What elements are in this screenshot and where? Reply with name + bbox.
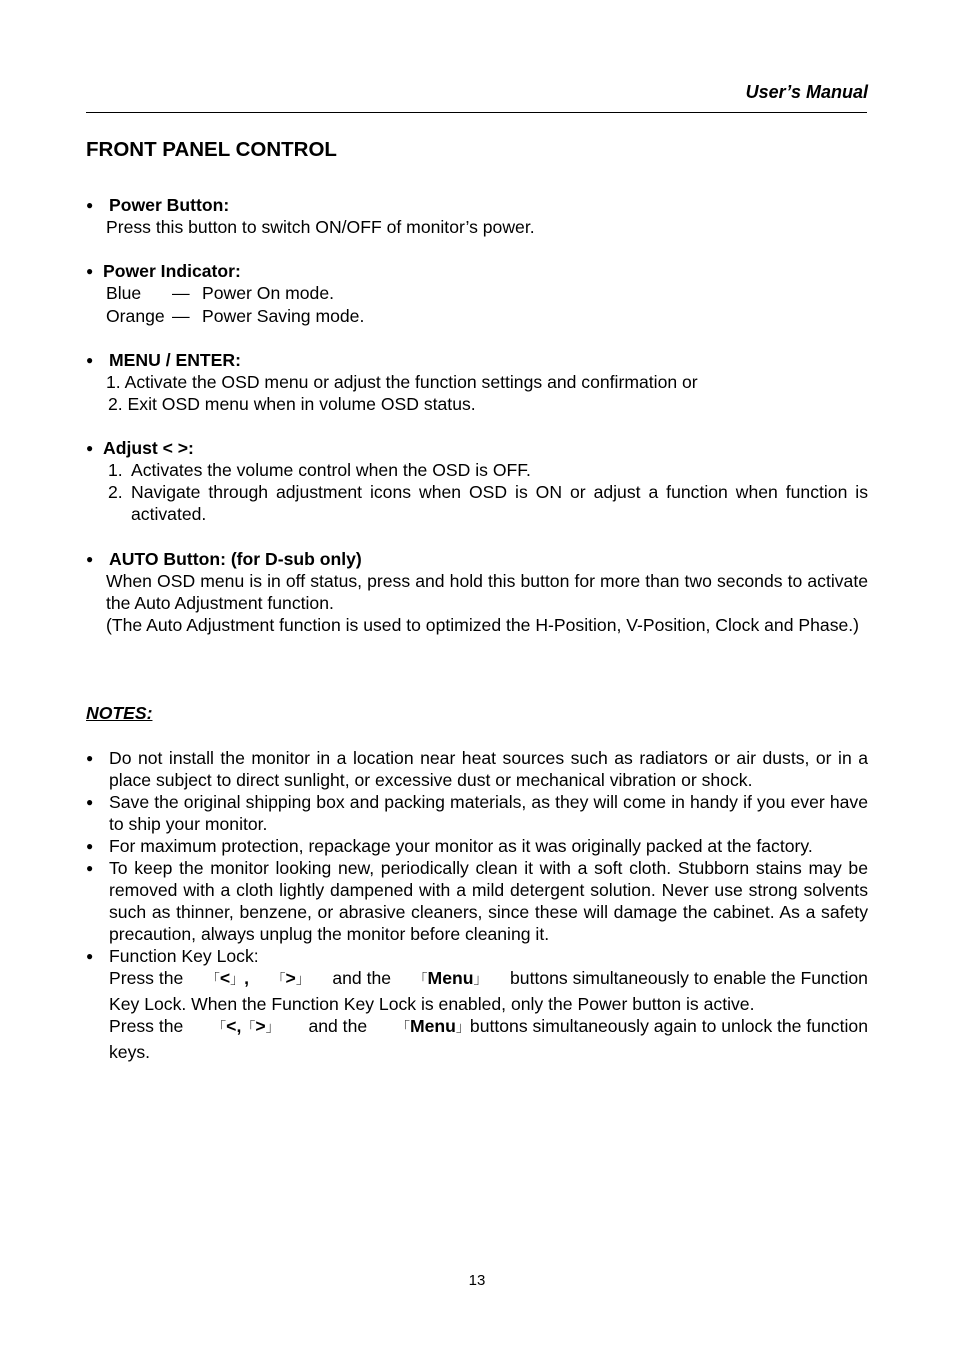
menu-key-label: Menu — [409, 1016, 456, 1036]
section-label: MENU / ENTER: — [109, 350, 241, 370]
adjust-item: 1. Activates the volume control when the OSD is OFF. — [108, 460, 531, 480]
bullet-icon: ● — [86, 751, 94, 765]
note-item: ● To keep the monitor looking new, periodically clean it with a soft cloth. Stubborn stains may be removed with a cloth lightly dampened with a mild detergent solution. Never use strong solvents such as thinner, benzene, or abrasive cleaners, since these will damage the cabinet. As a safety precaution, always unplug the monitor before cleaning it. — [86, 858, 868, 944]
right-key-label: > — [255, 1016, 266, 1036]
bullet-icon: ● — [86, 552, 94, 566]
function-key-line: Press the 「<,「>」 and the 「Menu」buttons simultaneously again to unlock the function — [109, 1016, 868, 1036]
note-item: ● Do not install the monitor in a location near heat sources such as radiators or air dusts, or in a place subject to direct sunlight, or excessive dust or mechanical vibration or shock. — [86, 748, 868, 790]
section-menu-enter — [86, 349, 868, 415]
notes-list — [86, 747, 868, 1063]
indicator-dash: — — [172, 283, 190, 303]
adjust-item: 2. Navigate through adjustment icons when OSD is ON or adjust a function when function is activated. — [108, 482, 868, 524]
indicator-mode: Power Saving mode. — [202, 306, 365, 326]
bullet-icon: ● — [86, 949, 94, 963]
function-key-line: Press the 「<」, 「>」 and the 「Menu」 buttons simultaneously to enable the Function — [109, 968, 868, 988]
section-power-indicator — [86, 260, 868, 327]
header-divider — [86, 112, 867, 113]
note-item: ● Save the original shipping box and packing materials, as they will come in handy if you ever have to ship your monitor. — [86, 792, 868, 834]
header-title: User’s Manual — [745, 82, 868, 102]
indicator-mode: Power On mode. — [202, 283, 335, 303]
section-auto-button — [86, 548, 868, 636]
section-text: Press this button to switch ON/OFF of monitor’s power. — [106, 217, 535, 237]
bullet-icon: ● — [86, 198, 94, 212]
menu-line: 1. Activate the OSD menu or adjust the function settings and confirmation or — [106, 372, 698, 392]
indicator-color: Blue — [106, 283, 142, 303]
bullet-icon: ● — [86, 861, 94, 875]
indicator-row — [86, 282, 868, 304]
right-key-label: > — [285, 968, 296, 988]
auto-paragraph: When OSD menu is in off status, press and hold this button for more than two seconds to activate the Auto Adjustment function. — [106, 571, 868, 613]
left-key-label: < — [219, 968, 231, 988]
bullet-icon: ● — [86, 795, 94, 809]
section-label: AUTO Button: (for D-sub only) — [109, 549, 362, 569]
page-number: 13 — [468, 1272, 486, 1289]
section-label: Power Indicator: — [103, 261, 241, 281]
note-item: ● For maximum protection, repackage your monitor as it was originally packed at the factory. — [86, 836, 813, 856]
function-key-title: Function Key Lock: — [109, 946, 259, 966]
menu-line: 2. Exit OSD menu when in volume OSD status. — [108, 394, 476, 414]
section-power-button — [86, 194, 868, 238]
bullet-icon: ● — [86, 264, 94, 278]
notes-title: NOTES: — [86, 703, 153, 723]
function-key-line: Key Lock. When the Function Key Lock is enabled, only the Power button is active. — [109, 994, 755, 1014]
section-adjust — [86, 437, 868, 525]
bullet-icon: ● — [86, 441, 94, 455]
function-key-line: keys. — [109, 1042, 151, 1062]
bullet-icon: ● — [86, 839, 94, 853]
note-item-function-key-lock — [86, 945, 868, 1063]
menu-key-label: Menu — [427, 968, 474, 988]
section-label: Power Button: — [109, 195, 230, 215]
bullet-icon: ● — [86, 353, 94, 367]
page-title: FRONT PANEL CONTROL — [86, 138, 337, 161]
indicator-color: Orange — [106, 306, 165, 326]
left-key-label: < — [226, 1016, 237, 1036]
indicator-dash: — — [172, 306, 190, 326]
indicator-row — [86, 305, 868, 327]
auto-paragraph: (The Auto Adjustment function is used to optimized the H-Position, V-Position, Clock and Phase.) — [106, 615, 860, 635]
section-label: Adjust < >: — [103, 438, 194, 458]
